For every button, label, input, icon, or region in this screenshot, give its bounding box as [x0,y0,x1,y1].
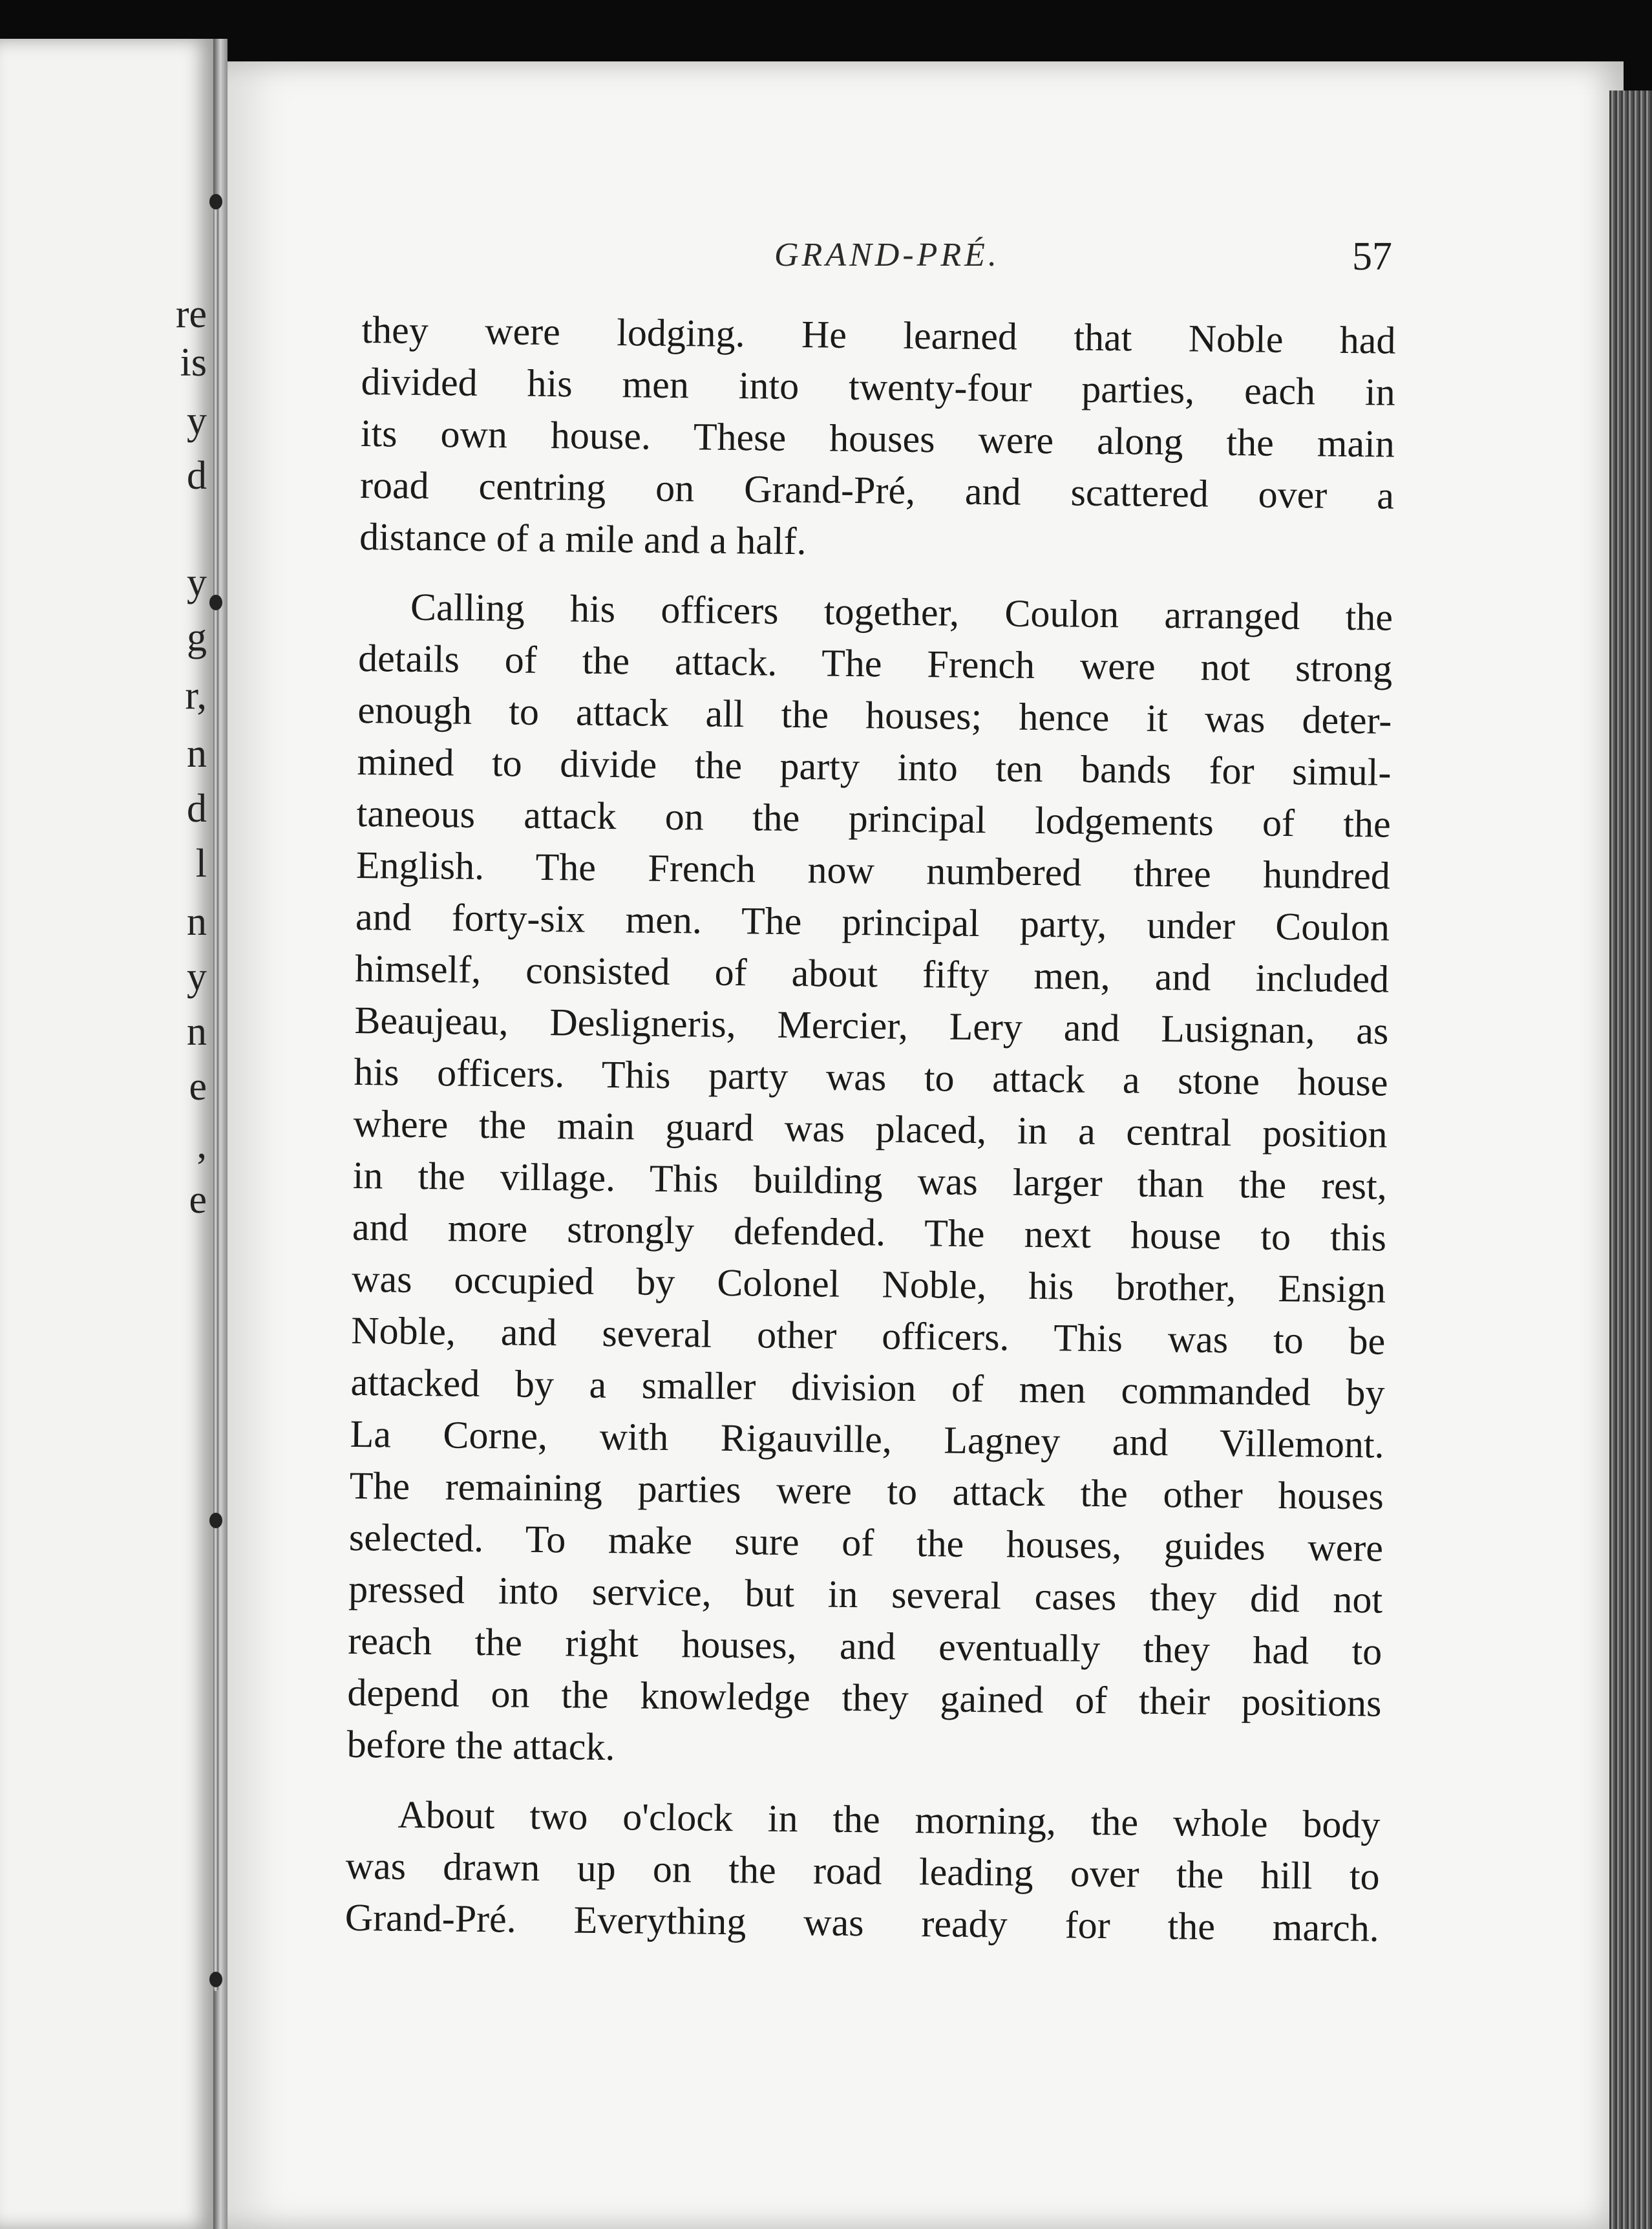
text-line: depend on the knowledge they gained of their positions [347,1670,1382,1725]
text-line: English. The French now numbered three hundred [355,843,1391,897]
left-margin-text: e [189,1065,207,1109]
left-margin-text: d [187,454,207,498]
text-line: La Corne, with Rigauville, Lagney and Villemont. [350,1412,1384,1466]
text-line: Grand-Pré. Everything was ready for the march. [344,1895,1380,1950]
left-margin-text: is [180,341,207,385]
body-text [344,304,1395,1954]
paragraph [344,1788,1380,1954]
left-margin-text: d [187,787,207,831]
binding-knot [209,1972,222,1987]
paragraph [359,304,1396,573]
text-line: pressed into service, but in several cases they did not [348,1567,1383,1621]
binding-knot [209,1513,222,1528]
text-line: his officers. This party was to attack a stone house [354,1050,1388,1104]
text-line: reach the right houses, and eventually they had to [347,1619,1382,1673]
text-line: taneous attack on the principal lodgements of the [356,791,1392,846]
page-number: 57 [1352,235,1392,279]
text-line: himself, consisted of about fifty men, and included [354,946,1390,1001]
text-line: where the main guard was placed, in a central position [353,1102,1388,1156]
text-line: divided his men into twenty-four parties, each in [361,359,1396,414]
text-line: details of the attack. The French were not strong [357,636,1393,690]
text-line: Calling his officers together, Coulon arranged the [410,585,1393,639]
text-line: Noble, and several other officers. This was to be [351,1308,1386,1363]
text-line: Beaujeau, Desligneris, Mercier, Lery and Lusignan, as [354,998,1389,1052]
binding-knot [209,194,222,209]
text-line: they were lodging. He learned that Noble had [361,308,1396,362]
facing-page-fragment [0,39,213,2229]
text-line: distance of a mile and a half. [359,515,807,563]
text-line: before the attack. [346,1722,615,1769]
binding-thread [206,194,228,1991]
running-header: GRAND-PRÉ. [774,237,1000,273]
left-margin-text: y [187,955,207,999]
left-margin-text: , [196,1123,207,1167]
left-margin-text: n [187,1010,207,1054]
left-margin-text: y [187,560,207,604]
text-line: attacked by a smaller division of men commanded by [350,1360,1385,1414]
left-margin-text: g [187,615,207,659]
text-line: About two o'clock in the morning, the whole body [397,1793,1381,1846]
left-margin-text: re [175,292,207,336]
left-margin-text: e [189,1178,207,1222]
paragraph [346,581,1393,1781]
text-line: its own house. These houses were along the main [360,411,1395,465]
text-line: enough to attack all the houses; hence it was deter- [357,688,1392,742]
text-line: and more strongly defended. The next house to this [352,1205,1387,1259]
left-margin-text: y [187,399,207,443]
text-line: and forty-six men. The principal party, under Coulon [355,895,1390,949]
text-line: The remaining parties were to attack the other houses [349,1464,1384,1518]
text-line: road centring on Grand-Pré, and scattered over a [359,463,1395,517]
left-margin-text: r, [185,674,207,718]
binding-cord [213,194,218,1991]
page-edges [1609,91,1652,2229]
left-margin-text: n [187,732,207,776]
text-line: mined to divide the party into ten bands for simul- [357,740,1392,794]
text-line: was occupied by Colonel Noble, his brother, Ensign [351,1257,1386,1311]
text-line: was drawn up on the road leading over the hill to [345,1844,1380,1898]
binding-knot [209,595,222,610]
text-line: selected. To make sure of the houses, guides were [348,1515,1384,1570]
left-margin-text: n [187,900,207,944]
text-line: in the village. This building was larger than the rest, [352,1153,1388,1208]
left-margin-text: l [195,842,207,886]
